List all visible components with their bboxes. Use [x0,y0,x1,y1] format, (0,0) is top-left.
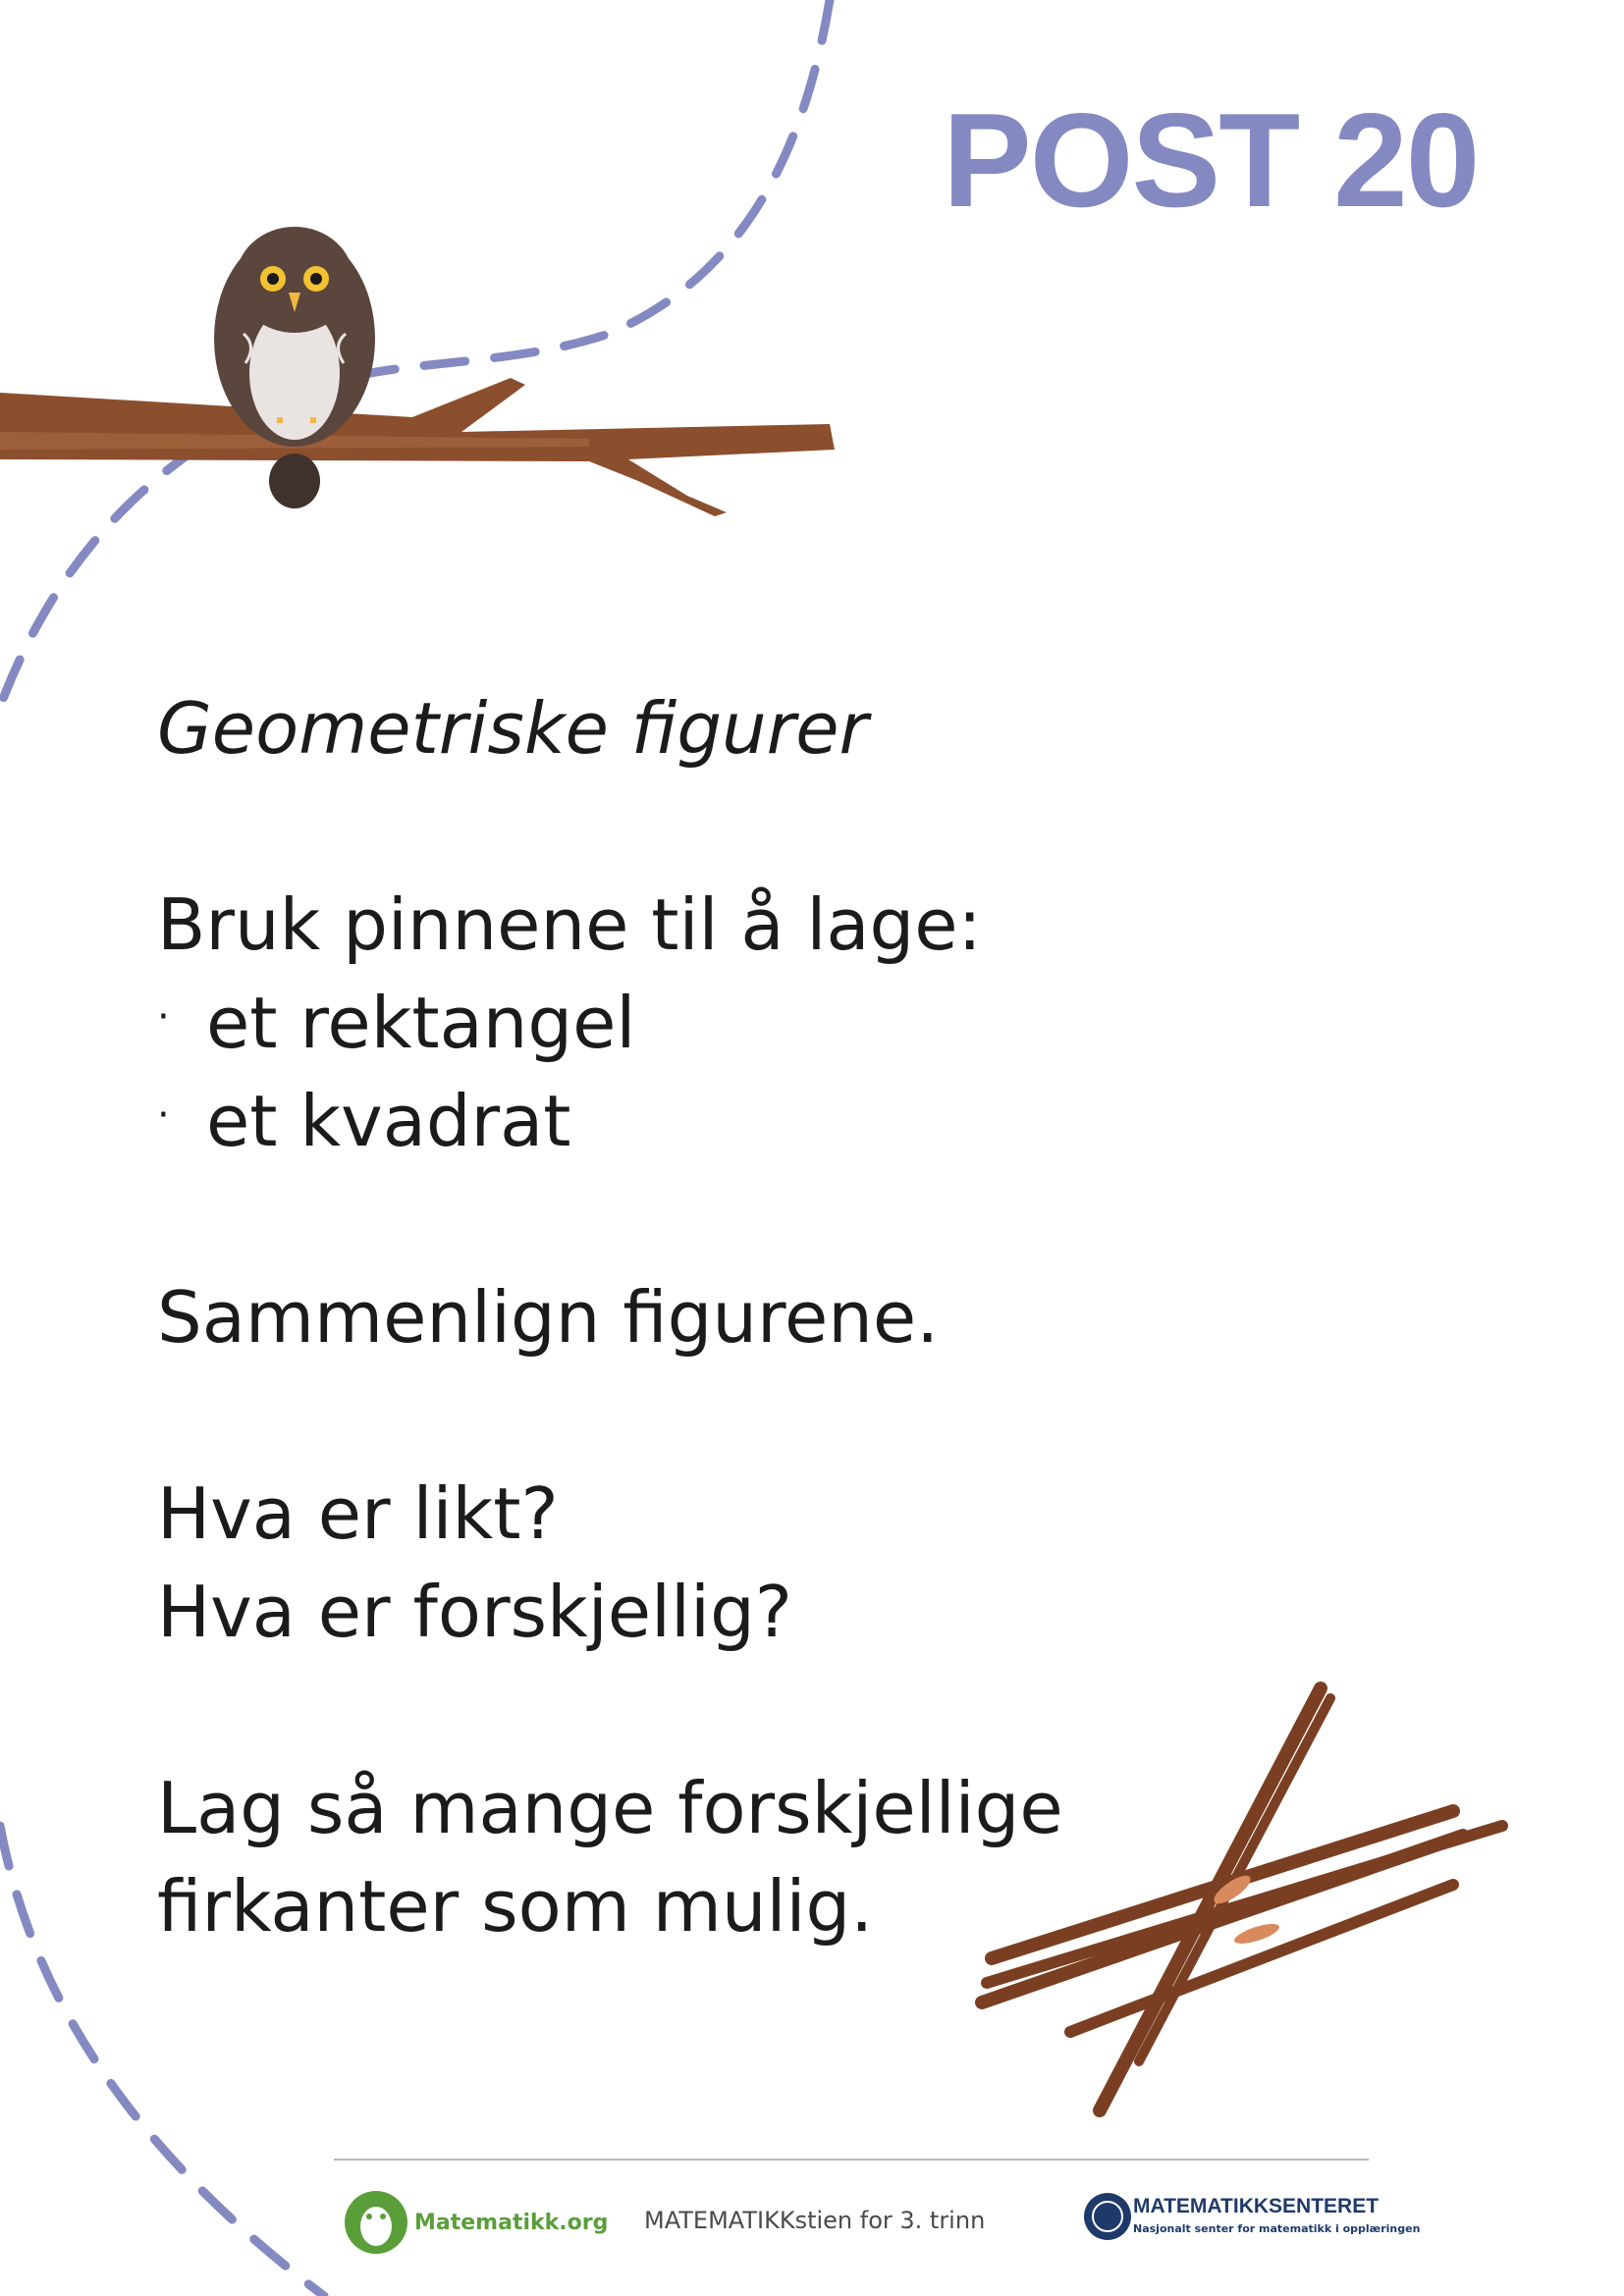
subtitle: Geometriske figurer [157,687,869,770]
instruction-text: Bruk pinnene til å lage: [157,883,982,966]
bullet-label: et rektangel [206,982,636,1064]
footer-left-logo-text: Matematikk.org [414,2211,609,2235]
bullet-dot: · [157,994,170,1040]
task-line-1: Lag så mange forskjellige [157,1767,1063,1849]
question-2: Hva er forskjellig? [157,1571,792,1653]
question-1: Hva er likt? [157,1472,559,1555]
compare-text: Sammenlign figurene. [157,1276,940,1359]
footer-right-logo-title: MATEMATIKKSENTERET [1133,2195,1380,2217]
bullet-dot: · [157,1093,170,1138]
footer-center-text: MATEMATIKKstien for 3. trinn [644,2207,986,2234]
bullet-label: et kvadrat [206,1080,571,1162]
footer-right-logo-sub: Nasjonalt senter for matematikk i opplæringen [1133,2222,1421,2235]
post-title: POST 20 [943,85,1479,235]
task-line-2: firkanter som mulig. [157,1865,874,1948]
